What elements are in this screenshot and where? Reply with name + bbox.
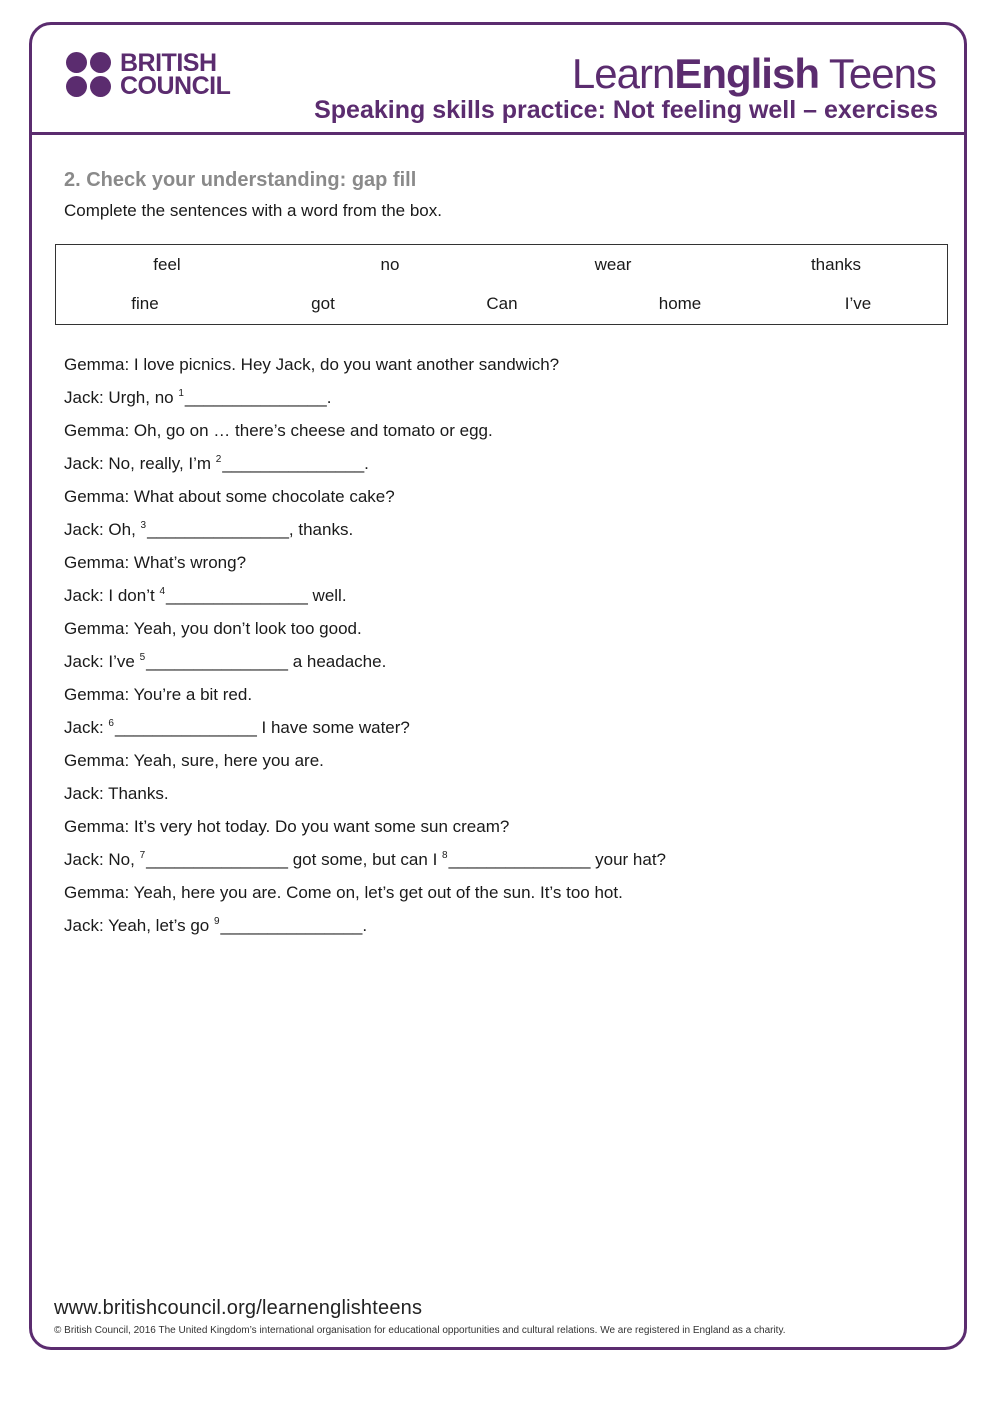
dialogue-line: Gemma: I love picnics. Hey Jack, do you want another sandwich? — [64, 355, 560, 374]
gap-8[interactable]: $^8$_______________ — [442, 850, 591, 869]
footer-copyright: © British Council, 2016 The United Kingdom’s international organisation for educational opportunities and cultural relations. We are registered in England as a charity. — [54, 1325, 786, 1336]
gap-2[interactable]: $^2$_______________ — [215, 454, 365, 473]
dialogue-line: Gemma: Yeah, sure, here you are. — [64, 751, 324, 770]
dialogue-line: Gemma: Oh, go on … there’s cheese and tomato or egg. — [64, 421, 493, 440]
gap-1[interactable]: $^1$_______________ — [178, 388, 327, 407]
dialogue-line: Gemma: What’s wrong? — [64, 553, 247, 572]
footer-url[interactable]: www.britishcouncil.org/learnenglishteens — [54, 1297, 423, 1319]
gap-7[interactable]: $^7$_______________ — [139, 850, 288, 869]
british-council-logo — [66, 49, 236, 102]
british-council-dots-icon — [66, 52, 114, 98]
british-council-wordmark: BRITISH COUNCIL — [120, 49, 231, 100]
word-option: thanks — [810, 255, 862, 274]
dialogue-line: Jack: I’ve $^5$_______________ a headache. — [64, 652, 387, 671]
gap-4[interactable]: $^4$_______________ — [159, 586, 308, 605]
dialogue-line: Gemma: What about some chocolate cake? — [64, 487, 395, 506]
word-option: feel — [153, 255, 181, 274]
dialogue-line: Jack: Thanks. — [64, 784, 169, 803]
dialogue-line: Jack: No, $^7$_______________ got some, but can I $^8$_______________ your hat? — [64, 850, 667, 869]
word-option: I’ve — [844, 294, 872, 313]
section-heading: 2. Check your understanding: gap fill — [64, 169, 417, 191]
word-option: wear — [594, 255, 632, 274]
page-title: Speaking skills practice: Not feeling well – exercises — [314, 96, 938, 124]
dialogue-line: Gemma: It’s very hot today. Do you want some sun cream? — [64, 817, 510, 836]
dialogue-line: Gemma: Yeah, here you are. Come on, let’s get out of the sun. It’s too hot. — [64, 883, 623, 902]
gap-5[interactable]: $^5$_______________ — [139, 652, 288, 671]
dialogue-line: Gemma: Yeah, you don’t look too good. — [64, 619, 362, 638]
dialogue-line: Jack: Urgh, no $^1$_______________. — [64, 388, 332, 407]
gap-3[interactable]: $^3$_______________ — [140, 520, 289, 539]
word-option: got — [311, 294, 335, 313]
dialogue-line: Gemma: You’re a bit red. — [64, 685, 253, 704]
dialogue — [64, 354, 944, 948]
word-option: home — [658, 294, 702, 313]
dialogue-line: Jack: No, really, I’m $^2$_______________. — [64, 454, 369, 473]
dialogue-line: Jack: I don’t $^4$_______________ well. — [64, 586, 347, 605]
instructions: Complete the sentences with a word from the box. — [64, 201, 442, 220]
word-option: Can — [486, 294, 518, 313]
dialogue-line: Jack: Oh, $^3$_______________, thanks. — [64, 520, 354, 539]
learnenglish-teens-logo: LearnEnglish Teens — [571, 50, 936, 97]
word-option: fine — [131, 294, 159, 313]
word-option: no — [380, 255, 400, 274]
header-divider — [29, 132, 967, 135]
dialogue-line: Jack: $^6$_______________ I have some water? — [64, 718, 410, 737]
word-box — [55, 244, 948, 325]
gap-9[interactable]: $^9$_______________ — [213, 916, 363, 935]
gap-6[interactable]: $^6$_______________ — [108, 718, 257, 737]
dialogue-line: Jack: Yeah, let’s go $^9$_______________. — [64, 916, 368, 935]
